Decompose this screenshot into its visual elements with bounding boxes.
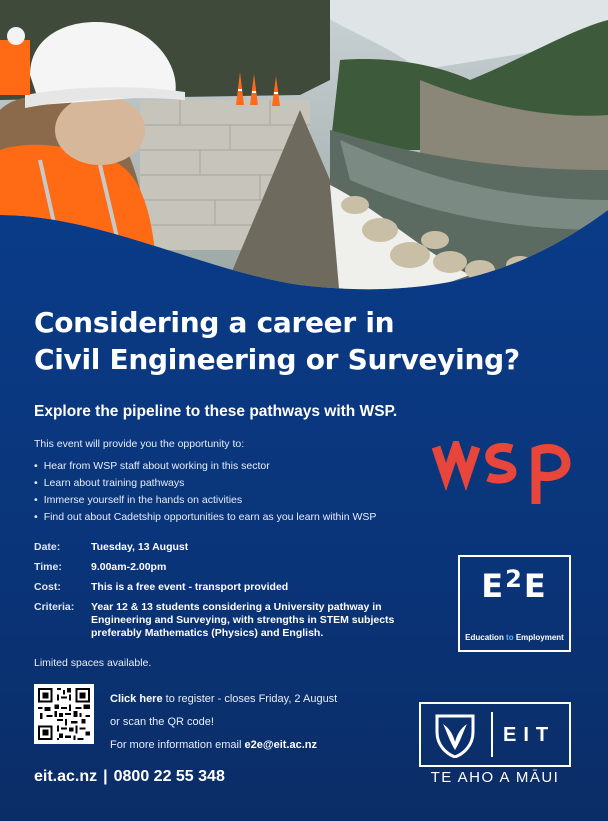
e2e-logo: [458, 555, 571, 652]
detail-row-date: [34, 541, 411, 554]
e2e-tag-to: to: [506, 633, 514, 642]
eit-wordmark: EIT: [503, 724, 556, 746]
e2e-tag-education: Education: [465, 633, 507, 642]
list-item: • Learn about training pathways: [34, 475, 376, 492]
headline-line-2: Civil Engineering or Surveying?: [34, 343, 520, 376]
detail-value: Tuesday, 13 August: [91, 541, 189, 553]
wsp-logo: [432, 441, 572, 511]
detail-label: Cost:: [34, 581, 61, 593]
detail-row-time: [34, 561, 411, 574]
website-link[interactable]: eit.ac.nz: [34, 768, 98, 785]
headline: [34, 304, 594, 378]
e2e-letter-e: E: [481, 567, 506, 605]
footer-contact: [34, 768, 225, 786]
e2e-tagline: [460, 633, 569, 642]
opportunity-list: [34, 458, 376, 526]
phone-number: 0800 22 55 348: [113, 768, 225, 785]
e2e-wordmark: [460, 567, 569, 605]
header-photo: [0, 0, 608, 300]
eit-divider: [491, 712, 493, 757]
e2e-tag-employment: Employment: [513, 633, 564, 642]
list-item: • Immerse yourself in the hands on activities: [34, 492, 376, 509]
register-deadline: to register - closes Friday, 2 August: [162, 693, 338, 705]
registration-info: [110, 688, 337, 757]
event-details: [34, 541, 411, 647]
contact-line: [110, 734, 337, 757]
e2e-number-2: 2: [505, 565, 524, 593]
detail-value: Year 12 & 13 students considering a University pathway in Engineering and Surveying, with strengths in STEM subjects preferably Mathematics (Physics) and English.: [91, 601, 395, 639]
detail-label: Criteria:: [34, 601, 75, 613]
list-item: • Find out about Cadetship opportunities to earn as you learn within WSP: [34, 509, 376, 526]
eit-maori-name: TE AHO A MĀUI: [430, 769, 560, 786]
qr-code[interactable]: [34, 684, 94, 744]
register-line: [110, 688, 337, 711]
intro-text: This event will provide you the opportunity to:: [34, 438, 245, 450]
detail-label: Date:: [34, 541, 61, 553]
email-prefix: For more information email: [110, 739, 245, 751]
e2e-letter-e: E: [523, 567, 548, 605]
email-link[interactable]: e2e@eit.ac.nz: [244, 739, 317, 751]
detail-value: 9.00am-2.00pm: [91, 561, 167, 573]
eit-shield-icon: [431, 712, 479, 763]
scan-qr-text: or scan the QR code!: [110, 716, 214, 728]
detail-value: This is a free event - transport provided: [91, 581, 289, 593]
detail-label: Time:: [34, 561, 62, 573]
register-link[interactable]: Click here: [110, 693, 163, 705]
footer-separator: |: [103, 768, 108, 785]
detail-row-criteria: [34, 601, 411, 640]
headline-line-1: Considering a career in: [34, 306, 395, 339]
eit-logo: [419, 702, 571, 767]
limited-spaces-note: Limited spaces available.: [34, 657, 152, 669]
list-item: • Hear from WSP staff about working in this sector: [34, 458, 376, 475]
subheading: Explore the pipeline to these pathways with WSP.: [34, 403, 398, 420]
detail-row-cost: [34, 581, 411, 594]
